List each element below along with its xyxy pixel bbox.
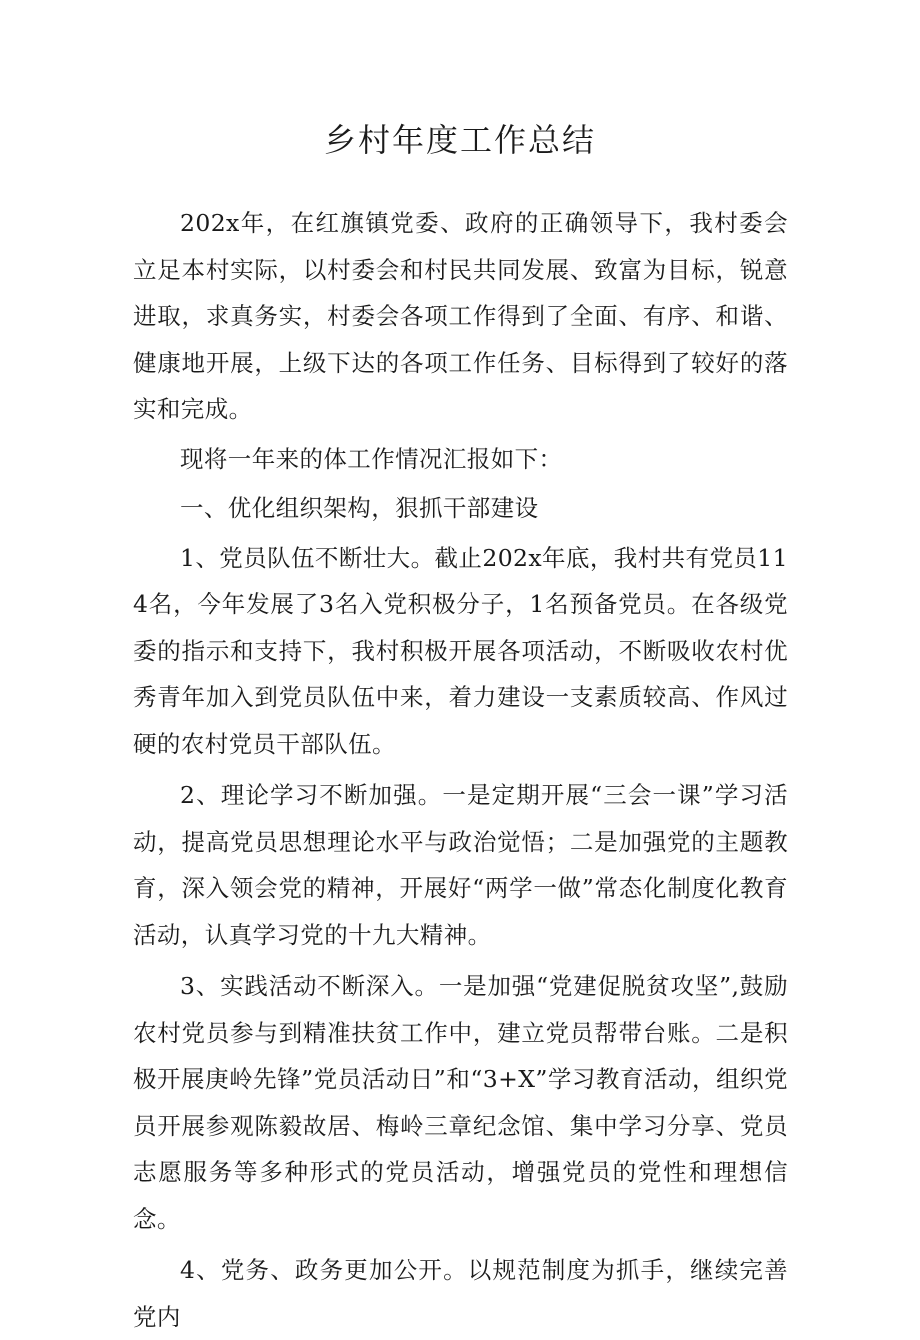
document-body — [133, 200, 788, 1340]
document-title: 乡村年度工作总结 — [323, 121, 596, 159]
report-intro-paragraph: 现将一年来的体工作情况汇报如下： — [180, 444, 563, 473]
item-3-paragraph: 3、实践活动不断深入。一是加强“党建促脱贫攻坚”,鼓励农村党员参与到精准扶贫工作中，建立党员帮带台账。二是积极开展庚岭先锋”党员活动日”和“3+X”学习教育活动，组织党员开展参观陈毅故居、梅岭三章纪念馆、集中学习分享、党员志愿服务等多种形式的党员活动，增强党员的党性和理想信念。 — [133, 972, 788, 1233]
item-1-paragraph: 1、党员队伍不断壮大。截止202x年底，我村共有党员114名，今年发展了3名入党积极分子，1名预备党员。在各级党委的指示和支持下，我村积极开展各项活动，不断吸收农村优秀青年加入到党员队伍中来，着力建设一支素质较高、作风过硬的农村党员干部队伍。 — [133, 543, 788, 758]
section-heading: 一、优化组织架构，狠抓干部建设 — [180, 494, 539, 522]
item-4-paragraph: 4、党务、政务更加公开。以规范制度为抓手，继续完善党内 — [133, 1256, 788, 1331]
item-2-paragraph: 2、理论学习不断加强。一是定期开展“三会一课”学习活动，提高党员思想理论水平与政治觉悟；二是加强党的主题教育，深入领会党的精神，开展好“两学一做”常态化制度化教育活动，认真学习党的十九大精神。 — [133, 781, 788, 949]
intro-paragraph: 202x年，在红旗镇党委、政府的正确领导下，我村委会立足本村实际，以村委会和村民共同发展、致富为目标，锐意进取，求真务实，村委会各项工作得到了全面、有序、和谐、健康地开展，上级下达的各项工作任务、目标得到了较好的落实和完成。 — [133, 209, 788, 423]
